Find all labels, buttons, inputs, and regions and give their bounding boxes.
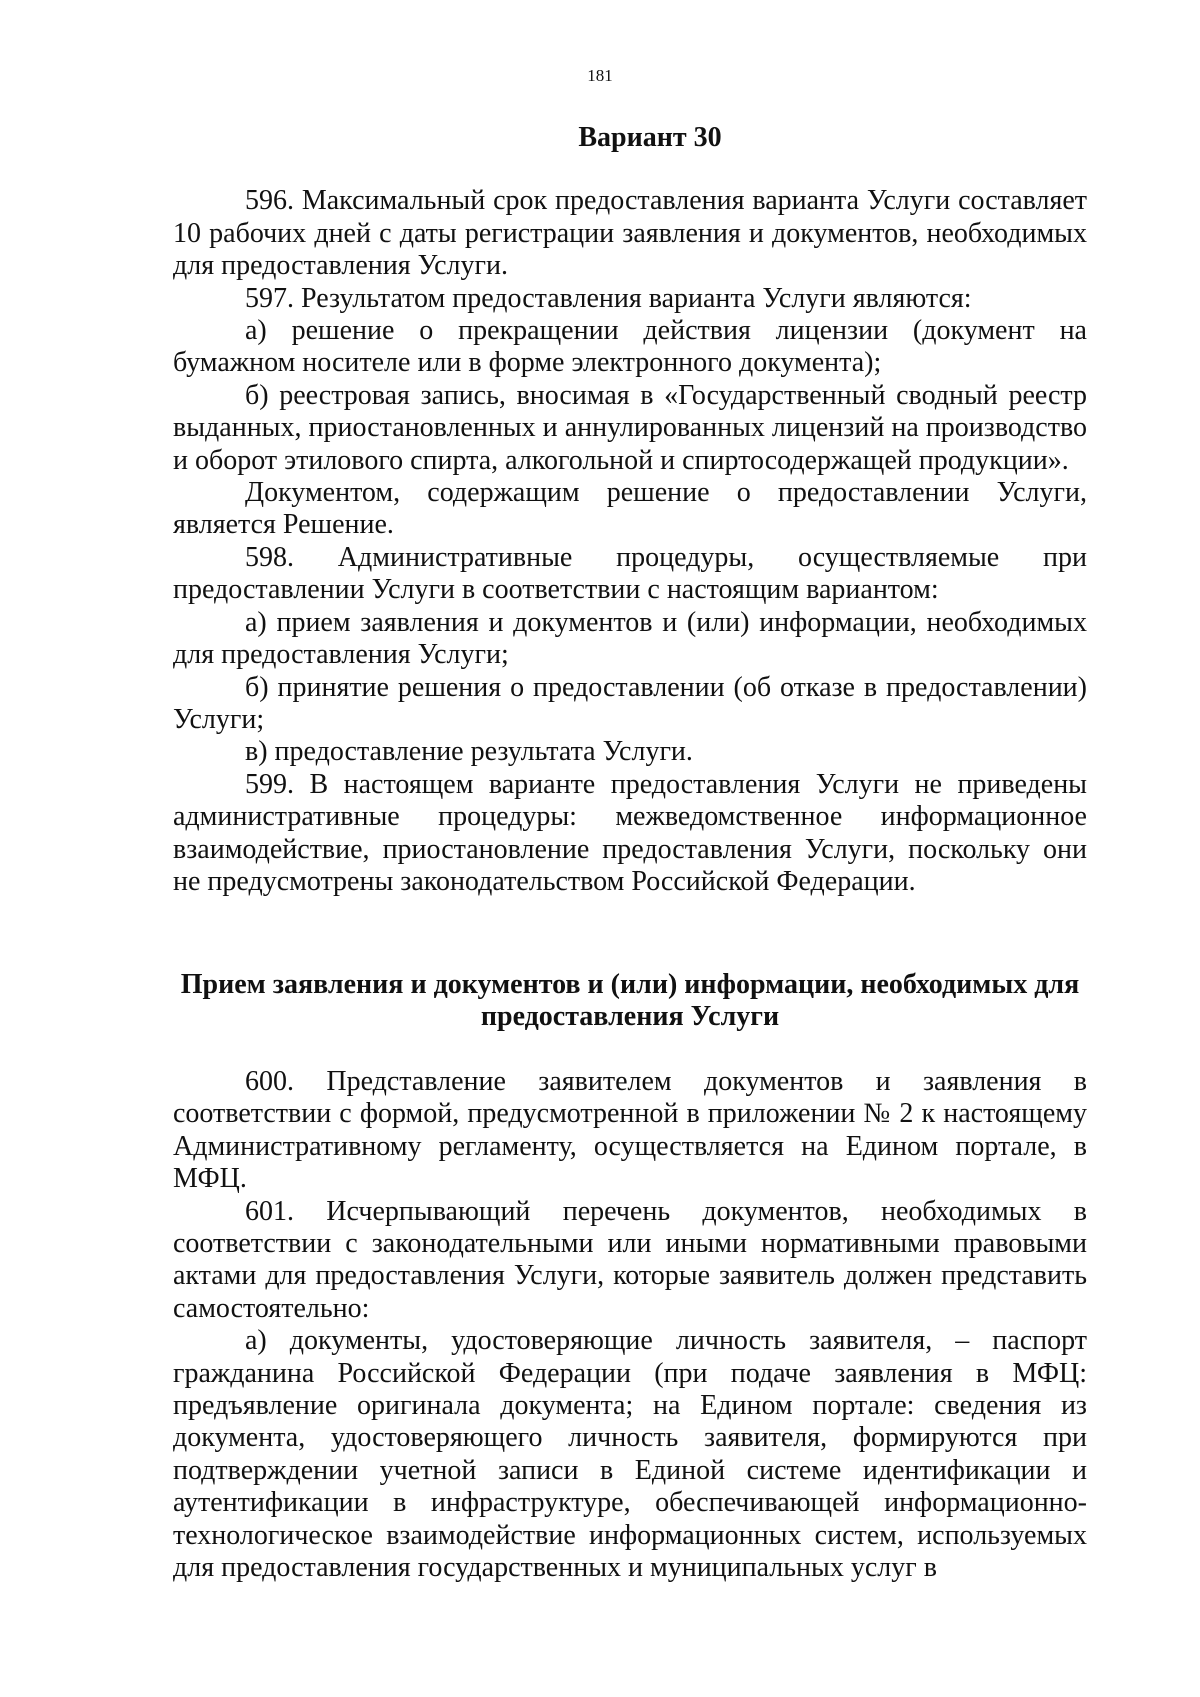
paragraph-598-item-a: а) прием заявления и документов и (или) информации, необходимых для предоставления Услуги; <box>173 606 1087 671</box>
page-number: 181 <box>587 66 613 85</box>
paragraph-598-item-b: б) принятие решения о предоставлении (об отказе в предоставлении) Услуги; <box>173 671 1087 735</box>
paragraph-597-item-b: б) реестровая запись, вносимая в «Государственный сводный реестр выданных, приостановленных и аннулированных лицензий на производство и оборот этилового спирта, алкогольной и спиртосодержащей продукции». <box>173 379 1087 476</box>
section-heading: Прием заявления и документов и (или) информации, необходимых для предоставления Услуги <box>180 969 1080 1032</box>
paragraph-597: 597. Результатом предоставления варианта Услуги являются: <box>245 282 972 314</box>
document-body-lower <box>173 969 1087 1585</box>
paragraph-600: 600. Представление заявителем документов и заявления в соответствии с формой, предусмотренной в приложении № 2 к настоящему Административному регламенту, осуществляется на Едином портале, в МФЦ. <box>173 1066 1087 1195</box>
paragraph-597-decision-note: Документом, содержащим решение о предоставлении Услуги, является Решение. <box>173 477 1087 541</box>
paragraph-601-item-a: а) документы, удостоверяющие личность заявителя, – паспорт гражданина Российской Федерации (при подаче заявления в МФЦ: предъявление оригинала документа; на Едином портале: сведения из документа, удостоверяющего личность заявителя, формируются при подтверждении учетной записи в Единой системе идентификации и аутентификации в инфраструктуре, обеспечивающей информационно-технологическое взаимодействие информационных систем, используемых для предоставления государственных и муниципальных услуг в <box>173 1325 1087 1584</box>
variant-title: Вариант 30 <box>578 122 722 153</box>
paragraph-597-item-a: а) решение о прекращении действия лицензии (документ на бумажном носителе или в форме электронного документа); <box>173 315 1087 379</box>
document-body-upper <box>173 122 1087 898</box>
paragraph-598: 598. Административные процедуры, осуществляемые при предоставлении Услуги в соответствии с настоящим вариантом: <box>173 541 1087 606</box>
spacer <box>173 154 1087 185</box>
paragraph-601: 601. Исчерпывающий перечень документов, необходимых в соответствии с законодательными или иными нормативными правовыми актами для предоставления Услуги, которые заявитель должен представить самостоятельно: <box>173 1195 1087 1324</box>
paragraph-598-item-c: в) предоставление результата Услуги. <box>245 736 693 768</box>
paragraph-599: 599. В настоящем варианте предоставления Услуги не приведены административные процедуры: межведомственное информационное взаимодействие, приостановление предоставления Услуги, поскольку они не предусмотрены законодательством Российской Федерации. <box>173 768 1087 897</box>
paragraph-596: 596. Максимальный срок предоставления варианта Услуги составляет 10 рабочих дней с даты регистрации заявления и документов, необходимых для предоставления Услуги. <box>173 185 1087 282</box>
spacer <box>173 1033 1087 1066</box>
